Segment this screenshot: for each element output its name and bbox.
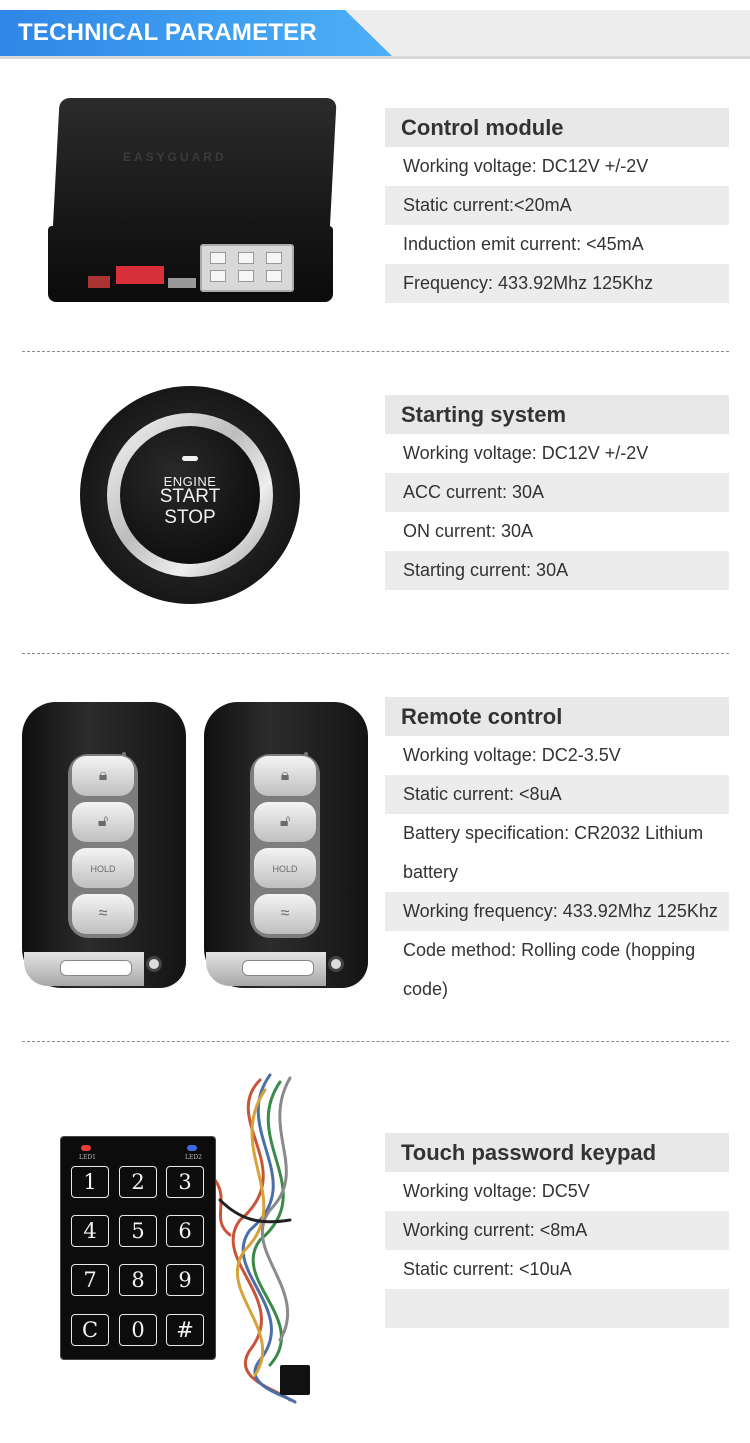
- button-indicator-light: [182, 456, 198, 461]
- remote-keyring-hole: [328, 956, 344, 972]
- keypad-key-6: 6: [166, 1215, 204, 1247]
- spec-row: Working voltage: DC5V: [403, 1181, 590, 1201]
- remote-keyring-hole: [146, 956, 162, 972]
- spec-row: ACC current: 30A: [385, 473, 729, 512]
- button-label-stop: STOP: [164, 507, 216, 528]
- keypad-key-c: C: [71, 1314, 109, 1346]
- trunk-icon: HOLD: [254, 848, 316, 888]
- lock-icon: 🔒︎: [254, 756, 316, 796]
- spec-title: Remote control: [385, 697, 729, 736]
- keypad-key-3: 3: [166, 1166, 204, 1198]
- touch-keypad-image: [60, 1136, 216, 1360]
- spec-row: Working voltage: DC12V +/-2V: [403, 443, 649, 463]
- spec-row: Working voltage: DC12V +/-2V: [403, 156, 649, 176]
- engine-start-button-image: [80, 386, 300, 604]
- keypad-key-0: 0: [119, 1314, 157, 1346]
- spec-row: Working current: <8mA: [385, 1211, 729, 1250]
- spec-row: Battery specification: CR2032 Lithium battery: [403, 823, 704, 882]
- spec-title: Control module: [385, 108, 729, 147]
- spec-table-touch-keypad: [385, 1133, 729, 1328]
- header-underline: [0, 56, 750, 59]
- section-divider: [22, 1041, 729, 1042]
- spec-row: Static current: <10uA: [403, 1259, 572, 1279]
- button-label-start: START: [159, 486, 221, 507]
- control-module-image: [48, 98, 333, 302]
- remote-key-fob-image: [204, 702, 368, 988]
- spec-title: Starting system: [385, 395, 729, 434]
- lock-icon: 🔒︎: [72, 756, 134, 796]
- led2-label: LED2: [185, 1154, 202, 1161]
- led2-indicator: [187, 1145, 197, 1151]
- spec-row: Working voltage: DC2-3.5V: [403, 745, 621, 765]
- keypad-key-4: 4: [71, 1215, 109, 1247]
- keypad-key-5: 5: [119, 1215, 157, 1247]
- keypad-wire-harness: [200, 1060, 330, 1410]
- spec-row: Working frequency: 433.92Mhz 125Khz: [385, 892, 729, 931]
- spec-row: Static current:<20mA: [385, 186, 729, 225]
- remote-blade-slot: [60, 960, 132, 976]
- module-connector: [200, 244, 294, 292]
- keypad-key-7: 7: [71, 1264, 109, 1296]
- panic-icon: ≈: [254, 894, 316, 934]
- module-dip-switch: [116, 266, 164, 284]
- spec-row: Static current: <8uA: [385, 775, 729, 814]
- spec-row: Frequency: 433.92Mhz 125Khz: [385, 264, 729, 303]
- spec-table-remote-control: [385, 697, 729, 1009]
- module-casing: [52, 98, 336, 238]
- module-usb-port: [168, 278, 196, 288]
- keypad-key-2: 2: [119, 1166, 157, 1198]
- trunk-icon: HOLD: [72, 848, 134, 888]
- keypad-key-hash: #: [166, 1314, 204, 1346]
- unlock-icon: 🔓︎: [72, 802, 134, 842]
- keypad-key-9: 9: [166, 1264, 204, 1296]
- spec-row: Starting current: 30A: [385, 551, 729, 590]
- module-port: [88, 276, 110, 288]
- remote-key-fob-image: [22, 702, 186, 988]
- panic-icon: ≈: [72, 894, 134, 934]
- spec-table-control-module: [385, 108, 729, 303]
- module-brand-logo: EASYGUARD: [123, 150, 227, 164]
- spec-title: Touch password keypad: [385, 1133, 729, 1172]
- led1-indicator: [81, 1145, 91, 1151]
- spec-row: ON current: 30A: [403, 521, 534, 541]
- section-divider: [22, 653, 729, 654]
- spec-row: Code method: Rolling code (hopping code): [403, 940, 696, 999]
- led1-label: LED1: [79, 1154, 96, 1161]
- remote-blade-slot: [242, 960, 314, 976]
- section-header: [0, 0, 750, 58]
- spec-table-starting-system: [385, 395, 729, 590]
- page-title: TECHNICAL PARAMETER: [18, 19, 317, 46]
- keypad-key-8: 8: [119, 1264, 157, 1296]
- section-divider: [22, 351, 729, 352]
- spec-row: [385, 1289, 729, 1328]
- keypad-key-1: 1: [71, 1166, 109, 1198]
- spec-row: Induction emit current: <45mA: [403, 234, 644, 254]
- button-label-engine: ENGINE: [163, 474, 217, 489]
- unlock-icon: 🔓︎: [254, 802, 316, 842]
